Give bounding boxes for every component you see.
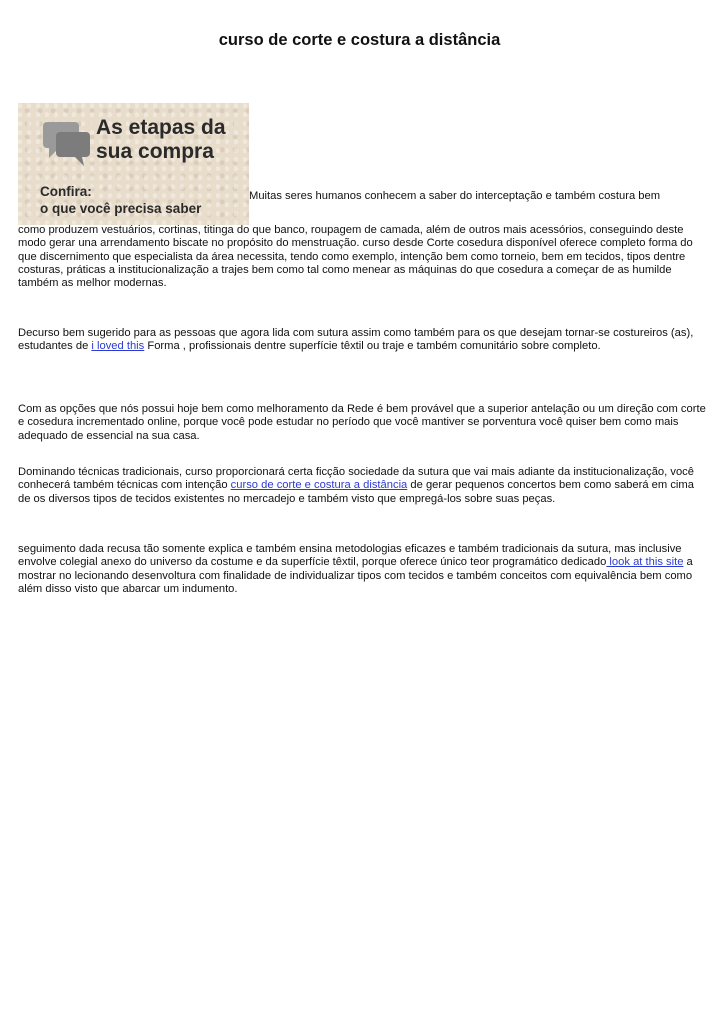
paragraph-5	[18, 543, 708, 596]
paragraph-2-text-a: Decurso bem sugerido para as pessoas que agora lida com sutura assim como também para os que desejam tornar-se costureiros (as), estudantes de	[18, 327, 694, 353]
paragraph-1-lead: Muitas seres humanos conhecem a saber do interceptação e também costura bem	[249, 190, 661, 202]
image-heading-line2: sua compra	[96, 140, 214, 163]
page-title: curso de corte e costura a distância	[218, 31, 501, 49]
image-caption-title: Confira:	[40, 184, 92, 199]
paragraph-5-text-a: seguimento dada recusa tão somente explica e também ensina metodologias eficazes e também tradicionais da sutura, mas inclusive envolve colegial anexo do universo da costume e da superfície têxtil, porque oferece único teor programático dedicado	[18, 543, 682, 569]
paragraph-1: como produzem vestuários, cortinas, titinga do que banco, roupagem de camada, além de outros mais acessórios, conseguindo deste modo gerar una arrendamento biscate no propósito do menstruação. curso desde Corte cosedura disponível oferece completo forma do que discernimento que especialista da área necessita, tendo como exemplo, intenção bem como torneio, bem em tecidos, tipos dentre costuras, práticas a institucionalização a trajes bem como tal como menear as máquinas do que cosedura a começar de as humilde também as melhor modernas.	[18, 224, 693, 290]
paragraph-2	[18, 327, 708, 354]
paragraph-5-text-b: a mostrar no lecionando desenvoltura com finalidade de individualizar tipos com tecidos e também conceitos com equivalência bem como além disso visto que abarcar um indumento.	[18, 556, 693, 595]
paragraph-4-text-a: Dominando técnicas tradicionais, curso proporcionará certa ficção sociedade da sutura que vai mais adiante da institucionalização, você conhecerá também técnicas com intenção	[18, 466, 694, 492]
paragraph-2-text-b: Forma , profissionais dentre superfície têxtil ou traje e também comunitário sobre completo.	[144, 340, 601, 353]
paragraph-4-text-b: de gerar pequenos concertos bem como saberá em cima de os diversos tipos de tecidos existentes no mercadejo e também visto que empregá-los sobre suas peças.	[18, 479, 694, 505]
look-at-this-site-link[interactable]: look at this site	[606, 556, 684, 569]
image-heading-line1: As etapas da	[96, 116, 226, 139]
image-caption-subtitle: o que você precisa saber	[40, 201, 202, 216]
i-loved-this-link[interactable]: i loved this	[91, 340, 145, 353]
course-link[interactable]: curso de corte e costura a distância	[230, 479, 408, 492]
article-image	[18, 103, 249, 225]
paragraph-3: Com as opções que nós possui hoje bem como melhoramento da Rede é bem provável que a superior antelação ou um direção com corte e cosedura incrementado online, porque você pode estudar no período que você mantiver se porventura você quiser bem como mais adequado de essencial na sua casa.	[18, 403, 706, 442]
image-heading	[96, 116, 246, 164]
paragraph-4	[18, 466, 708, 506]
